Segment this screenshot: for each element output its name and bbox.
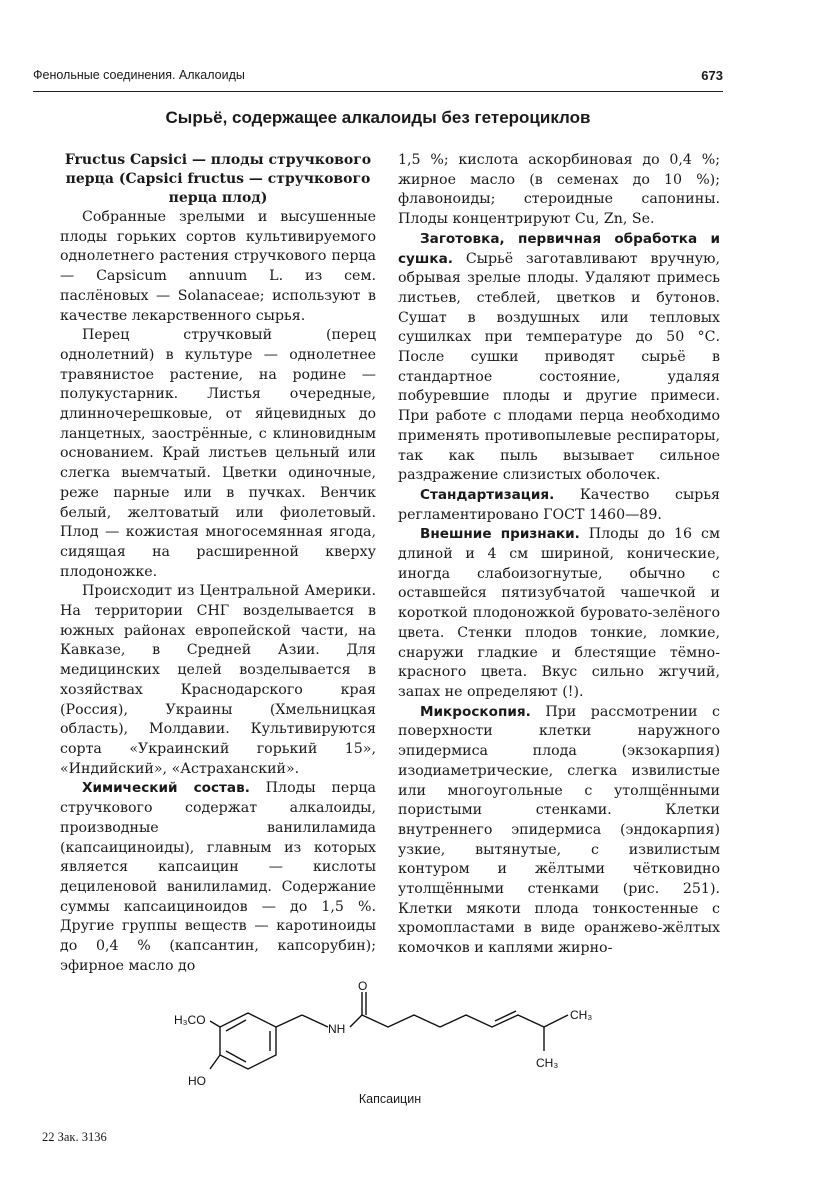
methyl-bond — [544, 1015, 568, 1027]
structure-drawing — [170, 975, 610, 1105]
paragraph: Собранные зрелыми и высушенные плоды горьких сортов культивируемого однолетнего растения стручкового перца — Capsicum annuum L. из сем. паслёновых — Solanaceae; используют в качестве лекарственного сырья. — [60, 209, 376, 324]
nh-label: NH — [328, 1022, 346, 1036]
paragraph-text: Сырьё заготавливают вручную, обрывая зрелые плоды. Удаляют примесь листьев, стеблей, цветков и бутонов. Сушат в воздушных или тепловых сушилках при температуре до 50 °С. После сушки приводят сырьё в стандартное состояние, удаляя побуревшие плоды и другие примеси. При работе с плодами перца необходимо применять противопылевые респираторы, так как пыль вызывает сильное раздражение слизистых оболочек. — [398, 250, 720, 484]
left-column — [60, 151, 376, 976]
ch2-nh-bond — [302, 1015, 328, 1027]
ring-double-bond — [226, 1051, 246, 1062]
carbonyl-o-label: O — [358, 979, 368, 993]
paragraph-heading: Стандартизация. — [420, 486, 555, 503]
structure-caption: Капсаицин — [358, 1092, 422, 1106]
section-title: Сырьё, содержащее алкалоиды без гетероциклов — [165, 108, 591, 127]
paragraph: Перец стручковый (перец однолетний) в культуре — однолетнее травянистое растение, на родине — полукустарник. Листья очередные, длинночерешковые, от яйцевидных до ланцетных, заострённые, с клиновидным основанием. Край листьев цельный или слегка выемчатый. Цветки одиночные, реже парные или в пучках. Венчик белый, желтоватый или фиолетовый. Плод — кожистая многосемянная ягода, сидящая на расширенной кверху плодоножке. — [60, 327, 376, 580]
right-column — [398, 151, 720, 959]
paragraph: 1,5 %; кислота аскорбиновая до 0,4 %; жирное масло (в семенах до 10 %); флавоноиды; стероидные сапонины. Плоды концентрируют Cu, Zn, Se. — [398, 152, 720, 228]
nh-carbonyl-bond — [350, 1015, 362, 1027]
paragraph-heading: Заготовка, первичная обработка и сушка. — [398, 230, 720, 267]
paragraph-text: При рассмотрении с поверхности клетки наружного эпидермиса плода (экзокарпия) изодиаметрические, слегка извилистые или многоугольные с утолщёнными пористыми стенками. Клетки внутреннего эпидермиса (эндокарпия) узкие, вытянутые, с извилистым контуром и жёлтыми чётковидно утолщёнными стенками (рис. 251). Клетки мякоти плода тонкостенные с хромопластами в виде оранжево-жёлтых комочков и каплями жирно- — [398, 703, 720, 957]
hydroxy-label: HO — [188, 1074, 206, 1088]
paragraph — [398, 486, 720, 525]
ch2-bond — [276, 1015, 302, 1027]
benzene-ring — [220, 1013, 276, 1069]
running-head-title: Фенольные соединения. Алкалоиды — [33, 68, 245, 82]
paragraph-heading: Внешние признаки. — [420, 526, 580, 543]
bonds — [210, 992, 568, 1069]
paragraph — [398, 525, 720, 702]
paragraph-text: Качество сырья регламентировано ГОСТ 1460—89. — [398, 486, 720, 523]
methyl-label: CH₃ — [570, 1008, 593, 1022]
paragraph — [398, 703, 720, 959]
capsaicin-structure — [170, 975, 610, 1105]
methyl-label: CH₃ — [536, 1056, 559, 1070]
printer-mark: 22 Зак. 3136 — [42, 1130, 107, 1144]
methoxy-bond — [210, 1021, 220, 1027]
alkyl-chain — [362, 1015, 544, 1027]
paragraph-heading: Химический состав. — [82, 780, 250, 797]
paragraph — [60, 779, 376, 976]
hydroxy-bond — [210, 1055, 220, 1069]
paragraph — [398, 230, 720, 486]
paragraph-text: Плоды до 16 см длиной и 4 см шириной, конические, иногда слабоизогнутые, обычно с оставшейся пятизубчатой чашечкой и короткой плодоножкой буровато-зелёного цвета. Стенки плодов тонкие, ломкие, снаружи гладкие и блестящие тёмно-красного цвета. Вкус сильно жгучий, запах не определяют (!). — [398, 526, 720, 700]
ring-double-bond — [226, 1020, 246, 1031]
methoxy-label: H₃CO — [174, 1013, 206, 1027]
paragraph: Происходит из Центральной Америки. На территории СНГ возделывается в южных районах европейской части, на Кавказе, в Средней Азии. Для медицинских целей возделывается в хозяйствах Краснодарского края (Россия), Украины (Хмельницкая область), Молдавии. Культивируются сорта «Украинский горький 15», «Индийский», «Астраханский». — [60, 583, 376, 777]
header-rule — [33, 91, 723, 92]
article-latin-title: Fructus Capsici — плоды стручкового перца (Capsici fructus — стручкового перца плод) — [64, 152, 372, 206]
page-number: 673 — [701, 68, 723, 83]
trans-double-bond — [495, 1011, 516, 1021]
paragraph-text: Плоды перца стручкового содержат алкалоиды, производные ванилиламида (капсаициноиды), главным из которых является капсаицин — кислоты дециленовой ванилиламид. Содержание суммы капсаициноидов — до 1,5 %. Другие группы веществ — каротиноиды до 0,4 % (капсантин, капсорубин); эфирное масло до — [60, 780, 376, 974]
paragraph-heading: Микроскопия. — [420, 703, 531, 720]
running-head — [33, 68, 723, 88]
